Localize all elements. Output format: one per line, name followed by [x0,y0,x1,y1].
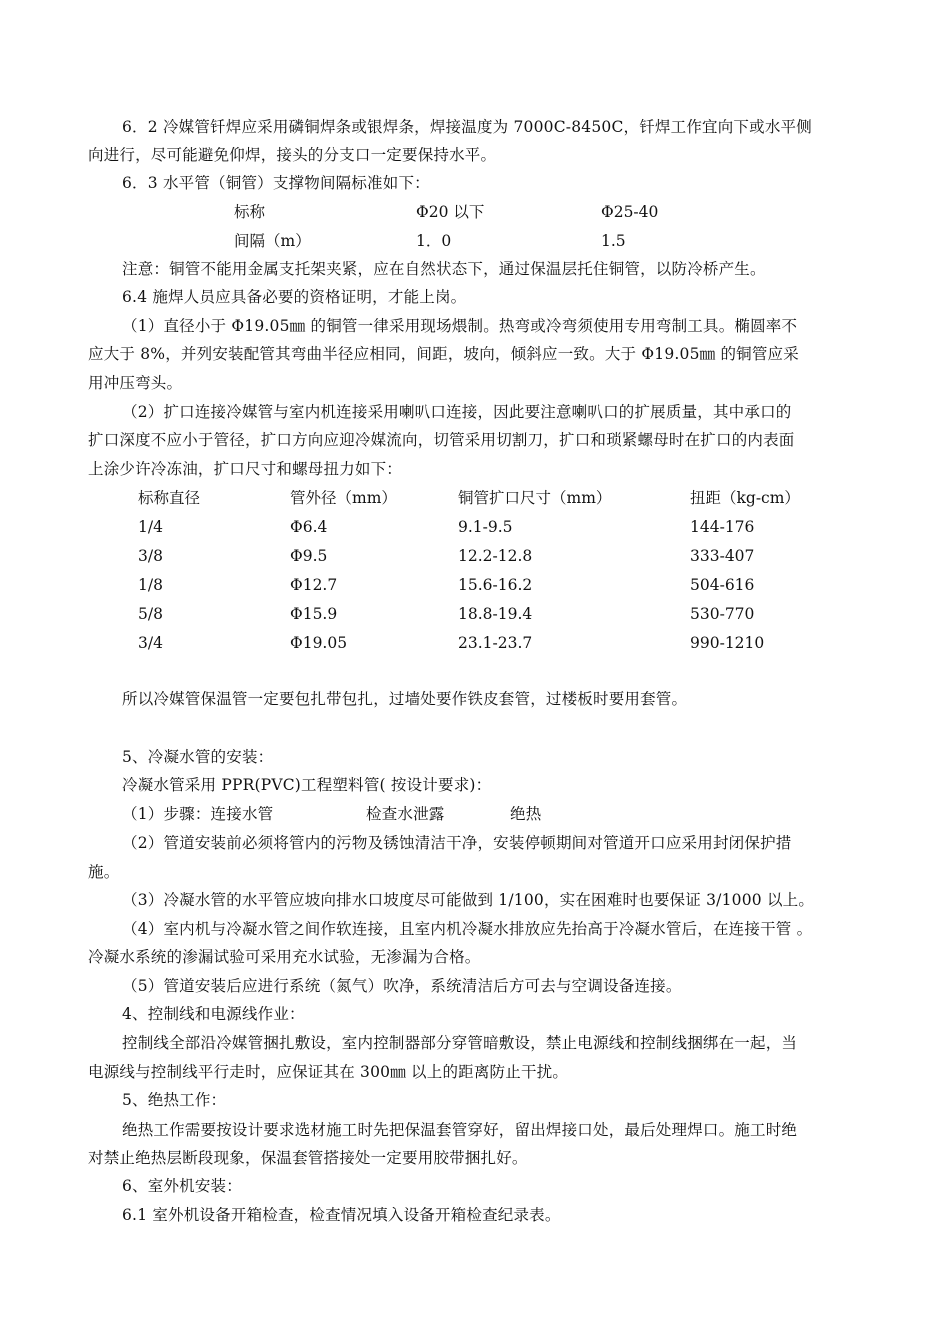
item-2-line-1: （2）扩口连接冷媒管与室内机连接采用喇叭口连接，因此要注意喇叭口的扩展质量，其中承口的 [122,403,792,421]
flare-table-cell: Φ9.5 [290,547,328,565]
item-2-line-3: 上涂少许冷冻油，扩口尺寸和螺母扭力如下： [88,460,403,478]
flare-table-cell: Φ12.7 [290,576,338,594]
flare-table-cell: 1/8 [138,576,163,594]
flare-table-cell: Φ6.4 [290,518,328,536]
support-table-cell: 间隔（m） [234,232,311,250]
flare-table-cell: 530-770 [690,605,755,623]
paragraph-6-4: 6.4 施焊人员应具备必要的资格证明，才能上岗。 [122,288,467,306]
flare-table-header: 标称直径 [138,489,201,507]
flare-table-cell: 23.1-23.7 [458,634,533,652]
section-4-heading: 4、控制线和电源线作业： [122,1005,305,1023]
section-4-line-1: 控制线全部沿冷媒管捆扎敷设，室内控制器部分穿管暗敷设，禁止电源线和控制线捆绑在一起，当 [122,1034,798,1052]
support-table-cell: Φ20 以下 [416,203,485,221]
step-5: （5）管道安装后应进行系统（氮气）吹净，系统清洁后方可去与空调设备连接。 [122,977,682,995]
flare-table-cell: Φ15.9 [290,605,338,623]
flare-table-header: 扭距（kg-cm） [690,489,800,507]
flare-table-cell: 504-616 [690,576,755,594]
insulation-line-1: 绝热工作需要按设计要求选材施工时先把保温套管穿好，留出焊接口处，最后处理焊口。施工时绝 [122,1121,798,1139]
step-4-line-2: 冷凝水系统的渗漏试验可采用充水试验，无渗漏为合格。 [88,948,481,966]
support-table-cell: 标称 [234,203,266,221]
item-1-line-2: 应大于 8%，并列安装配管其弯曲半径应相同，间距，坡向，倾斜应一致。大于 Φ19.05㎜ 的铜管应采 [88,345,799,363]
item-2-line-2: 扩口深度不应小于管径，扩口方向应迎冷媒流向，切管采用切割刀，扩口和琐紧螺母时在扩口的内表面 [88,431,795,449]
flare-table-cell: 18.8-19.4 [458,605,533,623]
step-2-line-1: （2）管道安装前必须将管内的污物及锈蚀清洁干净，安装停顿期间对管道开口应采用封闭保护措 [122,834,792,852]
step-2-line-2: 施。 [88,863,120,881]
section-6-1: 6.1 室外机设备开箱检查，检查情况填入设备开箱检查纪录表。 [122,1206,561,1224]
note-line: 注意：铜管不能用金属支托架夹紧，应在自然状态下，通过保温层托住铜管，以防冷桥产生。 [122,260,766,278]
paragraph-6-2-line-1: 6．2 冷媒管钎焊应采用磷铜焊条或银焊条，焊接温度为 7000C-8450C，钎焊工作宜向下或水平侧 [122,118,812,136]
step-1-check: 检查水泄露 [366,805,445,823]
flare-table-header: 铜管扩口尺寸（mm） [458,489,612,507]
paragraph-6-3: 6．3 水平管（铜管）支撑物间隔标准如下： [122,174,430,192]
flare-table-cell: 3/4 [138,634,163,652]
flare-table-cell: 1/4 [138,518,163,536]
flare-table-cell: 3/8 [138,547,163,565]
step-4-line-1: （4）室内机与冷凝水管之间作软连接，且室内机冷凝水排放应先抬高于冷凝水管后，在连接干管 。 [122,920,813,938]
flare-table-cell: 5/8 [138,605,163,623]
item-1-line-1: （1）直径小于 Φ19.05㎜ 的铜管一律采用现场煨制。热弯或冷弯须使用专用弯制工具。椭圆率不 [122,317,798,335]
flare-table-cell: 333-407 [690,547,755,565]
section-6-heading: 6、室外机安装： [122,1177,242,1195]
section-4-line-2: 电源线与控制线平行走时，应保证其在 300㎜ 以上的距离防止干扰。 [88,1063,569,1081]
support-table-cell: 1.5 [601,232,626,250]
step-1-insulate: 绝热 [510,805,542,823]
flare-table-cell: 144-176 [690,518,755,536]
insulation-note: 所以冷媒管保温管一定要包扎带包扎，过墙处要作铁皮套管，过楼板时要用套管。 [122,690,688,708]
step-1-label: （1）步骤：连接水管 [122,805,274,823]
flare-table-cell: 990-1210 [690,634,765,652]
support-table-cell: 1．0 [416,232,452,250]
step-3: （3）冷凝水管的水平管应坡向排水口坡度尽可能做到 1/100，实在困难时也要保证 3/1000 以上。 [122,891,815,909]
flare-table-cell: Φ19.05 [290,634,348,652]
paragraph-6-2-line-2: 向进行，尽可能避免仰焊，接头的分支口一定要保持水平。 [88,146,497,164]
flare-table-cell: 15.6-16.2 [458,576,533,594]
support-table-cell: Φ25-40 [601,203,659,221]
flare-table-header: 管外径（mm） [290,489,397,507]
flare-table-cell: 9.1-9.5 [458,518,513,536]
flare-table-cell: 12.2-12.8 [458,547,533,565]
insulation-line-2: 对禁止绝热层断段现象，保温套管搭接处一定要用胶带捆扎好。 [88,1149,528,1167]
condensate-pipe-intro: 冷凝水管采用 PPR(PVC)工程塑料管( 按设计要求)： [122,776,492,794]
insulation-heading: 5、绝热工作： [122,1091,227,1109]
section-5-heading: 5、冷凝水管的安装： [122,748,274,766]
item-1-line-3: 用冲压弯头。 [88,374,183,392]
